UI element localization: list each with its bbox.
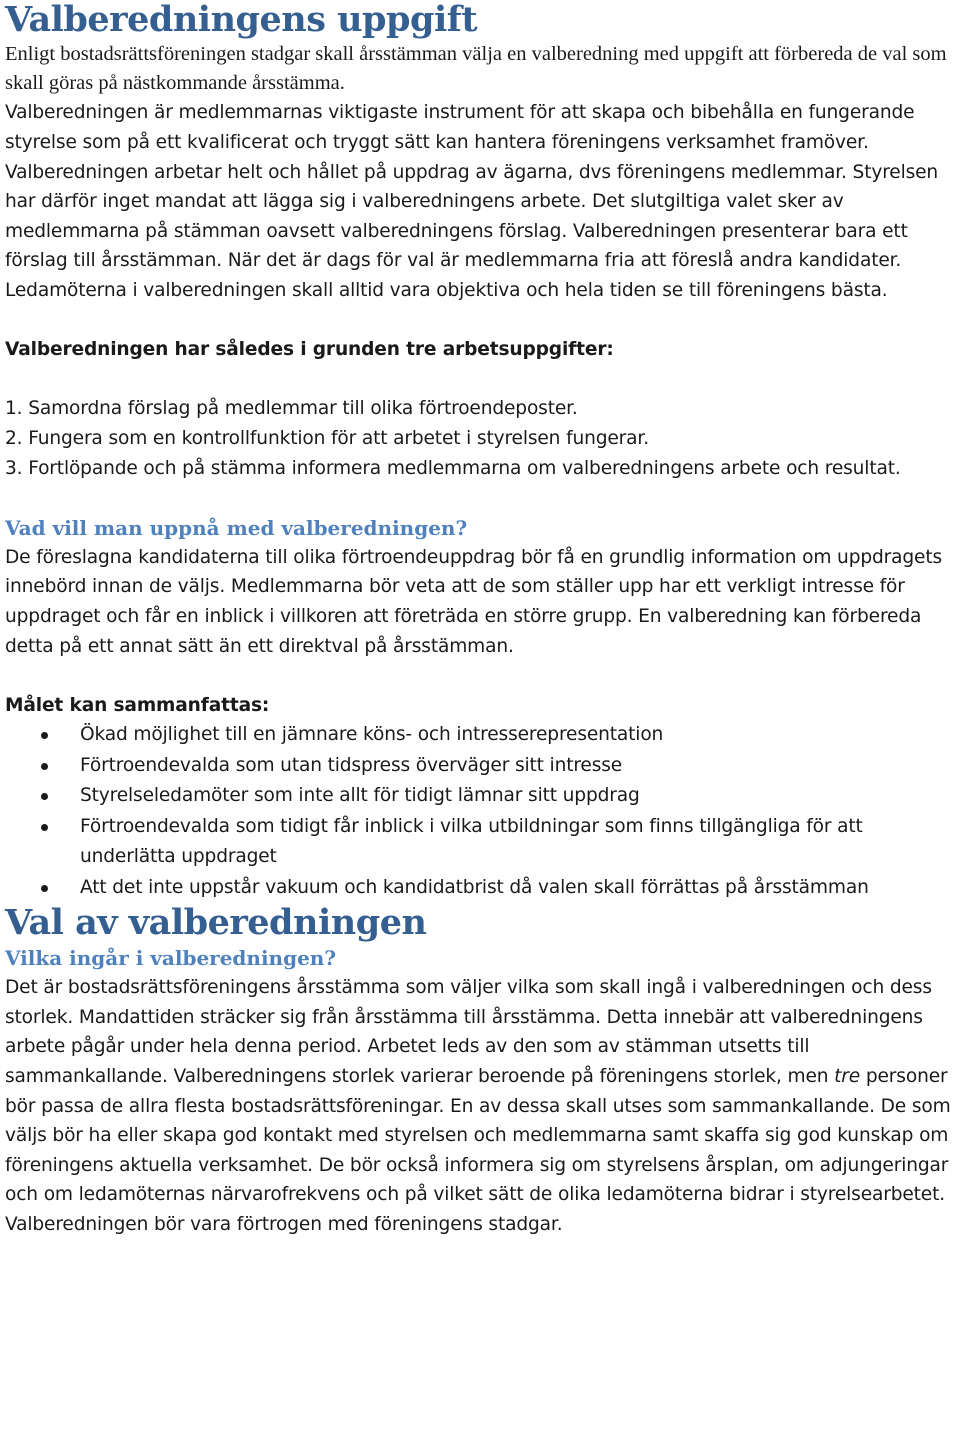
summary-heading: Målet kan sammanfattas:: [5, 694, 270, 716]
members-italic-word: tre: [834, 1066, 861, 1088]
section-title-valberedningens-uppgift: Valberedningens uppgift: [5, 0, 477, 40]
bullet-item: [5, 781, 957, 812]
bullet-item: [5, 751, 957, 782]
bullet-item: [5, 873, 957, 904]
goal-bullet-list: [5, 720, 957, 903]
intro-paragraph-serif: Enligt bostadsrättsföreningen stadgar skall årsstämman välja en valberedning med uppgift att förbereda de val som skall göras på nästkommande årsstämma.: [5, 43, 947, 95]
members-paragraph: [5, 973, 957, 1239]
spacer: [5, 306, 957, 336]
spacer: [5, 365, 957, 395]
task-item-2: 2. Fungera som en kontrollfunktion för att arbetet i styrelsen fungerar.: [5, 427, 649, 449]
task-item-1: 1. Samordna förslag på medlemmar till olika förtroendeposter.: [5, 398, 578, 420]
members-text-part-1: Det är bostadsrättsföreningens årsstämma som väljer vilka som skall ingå i valberedningen och dess storlek. Mandattiden sträcker sig från årsstämma till årsstämma. Detta innebär att valberedningens arbete pågår under hela denna period. Arbetet leds av den som av stämman utsetts till sammankallande. Valberedningens storlek varierar beroende på föreningens storlek, men: [5, 977, 932, 1088]
bullet-item: [5, 812, 957, 873]
bullet-text: Att det inte uppstår vakuum och kandidatbrist då valen skall förrättas på årsstämman: [80, 876, 869, 898]
bullet-icon: [41, 732, 48, 739]
section-title-val-av-valberedningen: Val av valberedningen: [5, 902, 427, 944]
bullet-text: Förtroendevalda som utan tidspress överväger sitt intresse: [80, 754, 623, 776]
bullet-item: [5, 720, 957, 751]
task-item-3: 3. Fortlöpande och på stämma informera medlemmarna om valberedningens arbete och resultat.: [5, 457, 901, 479]
bullet-text: Förtroendevalda som tidigt får inblick i vilka utbildningar som finns tillgängliga för att underlätta uppdraget: [80, 815, 863, 868]
goal-paragraph: De föreslagna kandidaterna till olika förtroendeuppdrag bör få en grundlig information om uppdragets innebörd innan de väljs. Medlemmarna bör veta att de som ställer upp har ett verkligt intresse för uppdraget och får en inblick i villkoren att företräda en större grupp. En valberedning kan förbereda detta på ett annat sätt än ett direktval på årsstämman.: [5, 546, 943, 657]
spacer: [5, 661, 957, 691]
bullet-icon: [41, 885, 48, 892]
bullet-icon: [41, 824, 48, 831]
subheading-vad-vill-man: Vad vill man uppnå med valberedningen?: [5, 515, 468, 540]
document-page: [5, 0, 957, 1240]
spacer: [5, 483, 957, 513]
intro-paragraph: Valberedningen är medlemmarnas viktigaste instrument för att skapa och bibehålla en fungerande styrelse som på ett kvalificerat och tryggt sätt kan hantera föreningens verksamhet framöver. Valberedningen arbetar helt och hållet på uppdrag av ägarna, dvs föreningens medlemmar. Styrelsen har därför inget mandat att lägga sig i valberedningens arbete. Det slutgiltiga valet sker av medlemmarna på stämman oavsett valberedningens förslag. Valberedningen presenterar bara ett förslag till årsstämman. När det är dags för val är medlemmarna fria att föreslå andra kandidater. Ledamöterna i valberedningen skall alltid vara objektiva och hela tiden se till föreningens bästa.: [5, 102, 939, 301]
bullet-text: Ökad möjlighet till en jämnare köns- och intresserepresentation: [80, 724, 664, 746]
subheading-vilka-ingar: Vilka ingår i valberedningen?: [5, 946, 337, 971]
bullet-text: Styrelseledamöter som inte allt för tidigt lämnar sitt uppdrag: [80, 785, 640, 807]
bullet-icon: [41, 793, 48, 800]
bullet-icon: [41, 763, 48, 770]
members-text-part-2: personer bör passa de allra flesta bostadsrättsföreningar. En av dessa skall utses som sammankallande. De som väljs bör ha eller skapa god kontakt med styrelsen och medlemmarna samt skaffa sig god kunskap om föreningens aktuella verksamhet. De bör också informera sig om styrelsens årsplan, om adjungeringar och om ledamöternas närvarofrekvens och på vilket sätt de olika ledamöterna bidrar i styrelsearbetet. Valberedningen bör vara förtrogen med föreningens stadgar.: [5, 1066, 951, 1236]
tasks-heading: Valberedningen har således i grunden tre arbetsuppgifter:: [5, 339, 614, 361]
